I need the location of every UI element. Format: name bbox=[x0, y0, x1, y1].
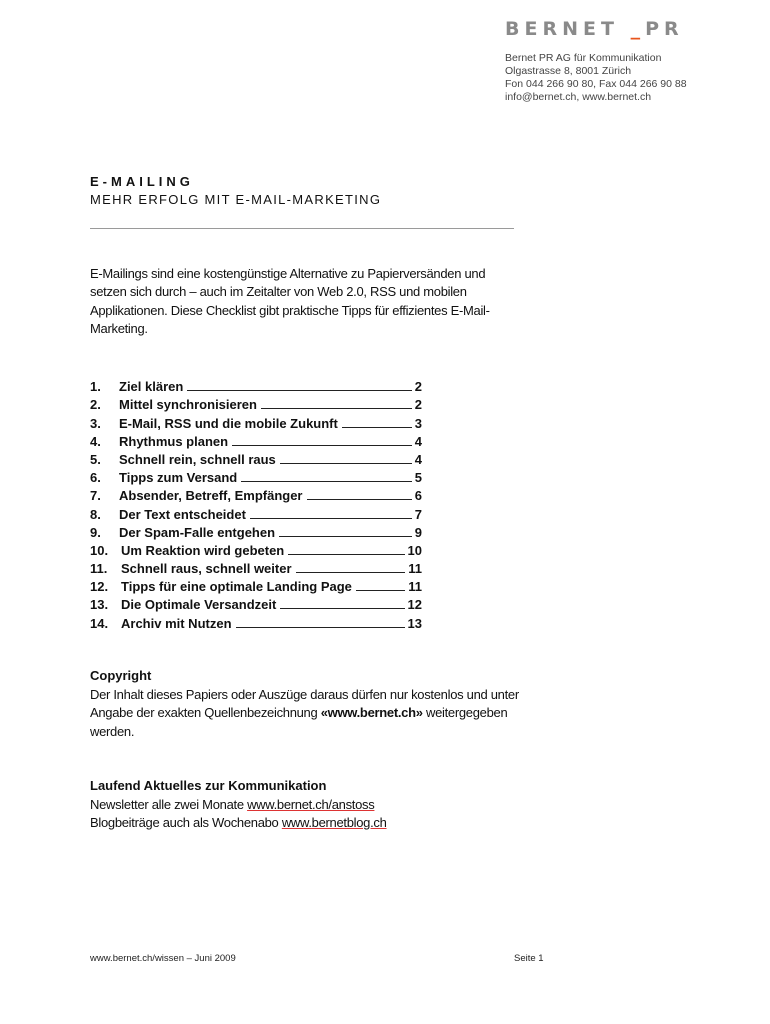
toc-entry[interactable] bbox=[90, 485, 422, 503]
toc-page-number: 10 bbox=[407, 542, 422, 558]
toc-number: 8. bbox=[90, 506, 101, 522]
toc-page-number: 5 bbox=[414, 470, 422, 486]
toc-leader-line bbox=[241, 481, 412, 482]
address-line: info@bernet.ch, www.bernet.ch bbox=[505, 91, 652, 103]
blog-label: Blogbeiträge auch als Wochenabo bbox=[90, 815, 282, 831]
copyright-text-before: Der Inhalt dieses Papiers oder Auszüge daraus dürfen nur kostenlos und unter Angabe der exakten Quellenbezeichnung bbox=[90, 687, 519, 721]
toc-leader-line bbox=[261, 408, 412, 409]
toc-leader-line bbox=[236, 627, 405, 628]
toc-page-number: 2 bbox=[414, 397, 422, 413]
toc-title: Ziel klären bbox=[119, 379, 184, 395]
toc-entry[interactable] bbox=[90, 594, 422, 612]
toc-number: 11. bbox=[90, 561, 108, 577]
toc-entry[interactable] bbox=[90, 431, 422, 449]
toc-number: 6. bbox=[90, 470, 101, 486]
footer-page-number: Seite 1 bbox=[514, 953, 544, 964]
toc-leader-line bbox=[356, 590, 405, 591]
toc-entry[interactable] bbox=[90, 558, 422, 576]
address-line: Olgastrasse 8, 8001 Zürich bbox=[505, 65, 632, 77]
toc-number: 5. bbox=[90, 451, 101, 467]
toc-title: Schnell rein, schnell raus bbox=[119, 451, 276, 467]
toc-title: Um Reaktion wird gebeten bbox=[121, 542, 285, 558]
toc-leader-line bbox=[279, 536, 412, 537]
newsletter-link[interactable]: www.bernet.ch/anstoss bbox=[247, 797, 375, 812]
toc-title: Der Text entscheidet bbox=[119, 506, 246, 522]
toc-number: 1. bbox=[90, 379, 101, 395]
toc-entry[interactable] bbox=[90, 412, 422, 430]
news-text bbox=[90, 796, 520, 833]
toc-number: 14. bbox=[90, 615, 109, 631]
copyright-text-after: weitergegeben werden. bbox=[90, 705, 508, 739]
toc-page-number: 11 bbox=[408, 579, 422, 595]
footer-source: www.bernet.ch/wissen – Juni 2009 bbox=[90, 953, 236, 964]
title-divider bbox=[90, 228, 514, 229]
toc-page-number: 11 bbox=[408, 561, 422, 577]
company-address bbox=[505, 52, 687, 104]
toc-number: 10. bbox=[90, 542, 109, 558]
toc-leader-line bbox=[288, 554, 404, 555]
toc-number: 9. bbox=[90, 524, 101, 540]
toc-page-number: 3 bbox=[414, 415, 422, 431]
copyright-source: «www.bernet.ch» bbox=[320, 705, 423, 721]
toc-leader-line bbox=[296, 572, 406, 573]
toc-number: 2. bbox=[90, 397, 101, 413]
toc-page-number: 7 bbox=[414, 506, 422, 522]
company-logo bbox=[505, 18, 684, 40]
toc-entry[interactable] bbox=[90, 576, 422, 594]
intro-paragraph: E-Mailings sind eine kostengünstige Alternative zu Papierversänden und setzen sich durch – auch im Zeitalter von Web 2.0, RSS und mobilen Applikationen. Diese Checklist gibt praktische Tipps für effizientes E-Mail-Marketing. bbox=[90, 266, 490, 336]
address-line: Bernet PR AG für Kommunikation bbox=[505, 52, 662, 64]
toc-number: 3. bbox=[90, 415, 101, 431]
toc-page-number: 6 bbox=[414, 488, 422, 504]
toc-number: 4. bbox=[90, 433, 101, 449]
logo-separator: _ bbox=[630, 18, 646, 40]
address-line: Fon 044 266 90 80, Fax 044 266 90 88 bbox=[505, 78, 687, 90]
toc-title: Schnell raus, schnell weiter bbox=[121, 561, 292, 577]
toc-title: Der Spam-Falle entgehen bbox=[119, 524, 276, 540]
toc-title: Archiv mit Nutzen bbox=[121, 615, 232, 631]
document-title: E-MAILING bbox=[90, 174, 194, 189]
toc-entry[interactable] bbox=[90, 503, 422, 521]
toc-title: Tipps für eine optimale Landing Page bbox=[121, 579, 352, 595]
toc-number: 7. bbox=[90, 488, 101, 504]
toc-title: Mittel synchronisieren bbox=[119, 397, 257, 413]
document-subtitle: MEHR ERFOLG MIT E-MAIL-MARKETING bbox=[90, 192, 382, 207]
copyright-heading: Copyright bbox=[90, 668, 152, 683]
blog-link[interactable]: www.bernetblog.ch bbox=[281, 815, 387, 831]
toc-page-number: 4 bbox=[414, 451, 422, 467]
logo-main: BERNET bbox=[505, 18, 619, 40]
toc-leader-line bbox=[232, 445, 412, 446]
toc-title: Die Optimale Versandzeit bbox=[121, 597, 277, 613]
toc-title: Absender, Betreff, Empfänger bbox=[119, 488, 303, 504]
toc-leader-line bbox=[342, 427, 412, 428]
toc-title: Rhythmus planen bbox=[119, 433, 229, 449]
toc-title: Tipps zum Versand bbox=[119, 470, 238, 486]
toc-number: 12. bbox=[90, 579, 109, 595]
toc-page-number: 9 bbox=[414, 524, 422, 540]
toc-entry[interactable] bbox=[90, 467, 422, 485]
toc-entry[interactable] bbox=[90, 540, 422, 558]
toc-page-number: 2 bbox=[414, 379, 422, 395]
newsletter-label: Newsletter alle zwei Monate bbox=[90, 797, 248, 812]
toc-leader-line bbox=[187, 390, 411, 391]
copyright-text bbox=[90, 686, 520, 741]
toc-page-number: 13 bbox=[407, 615, 422, 631]
toc-entry[interactable] bbox=[90, 612, 422, 630]
toc-entry[interactable] bbox=[90, 394, 422, 412]
toc-page-number: 12 bbox=[407, 597, 422, 613]
toc-entry[interactable] bbox=[90, 376, 422, 394]
toc-leader-line bbox=[280, 608, 404, 609]
blog-line bbox=[90, 814, 520, 832]
newsletter-line bbox=[90, 796, 520, 814]
toc-leader-line bbox=[250, 518, 412, 519]
logo-suffix: PR bbox=[645, 18, 684, 40]
toc-entry[interactable] bbox=[90, 449, 422, 467]
toc-title: E-Mail, RSS und die mobile Zukunft bbox=[119, 415, 338, 431]
toc-leader-line bbox=[280, 463, 412, 464]
toc-number: 13. bbox=[90, 597, 109, 613]
toc-entry[interactable] bbox=[90, 522, 422, 540]
toc-page-number: 4 bbox=[414, 433, 422, 449]
table-of-contents bbox=[90, 376, 422, 631]
toc-leader-line bbox=[307, 499, 412, 500]
news-heading: Laufend Aktuelles zur Kommunikation bbox=[90, 778, 327, 793]
